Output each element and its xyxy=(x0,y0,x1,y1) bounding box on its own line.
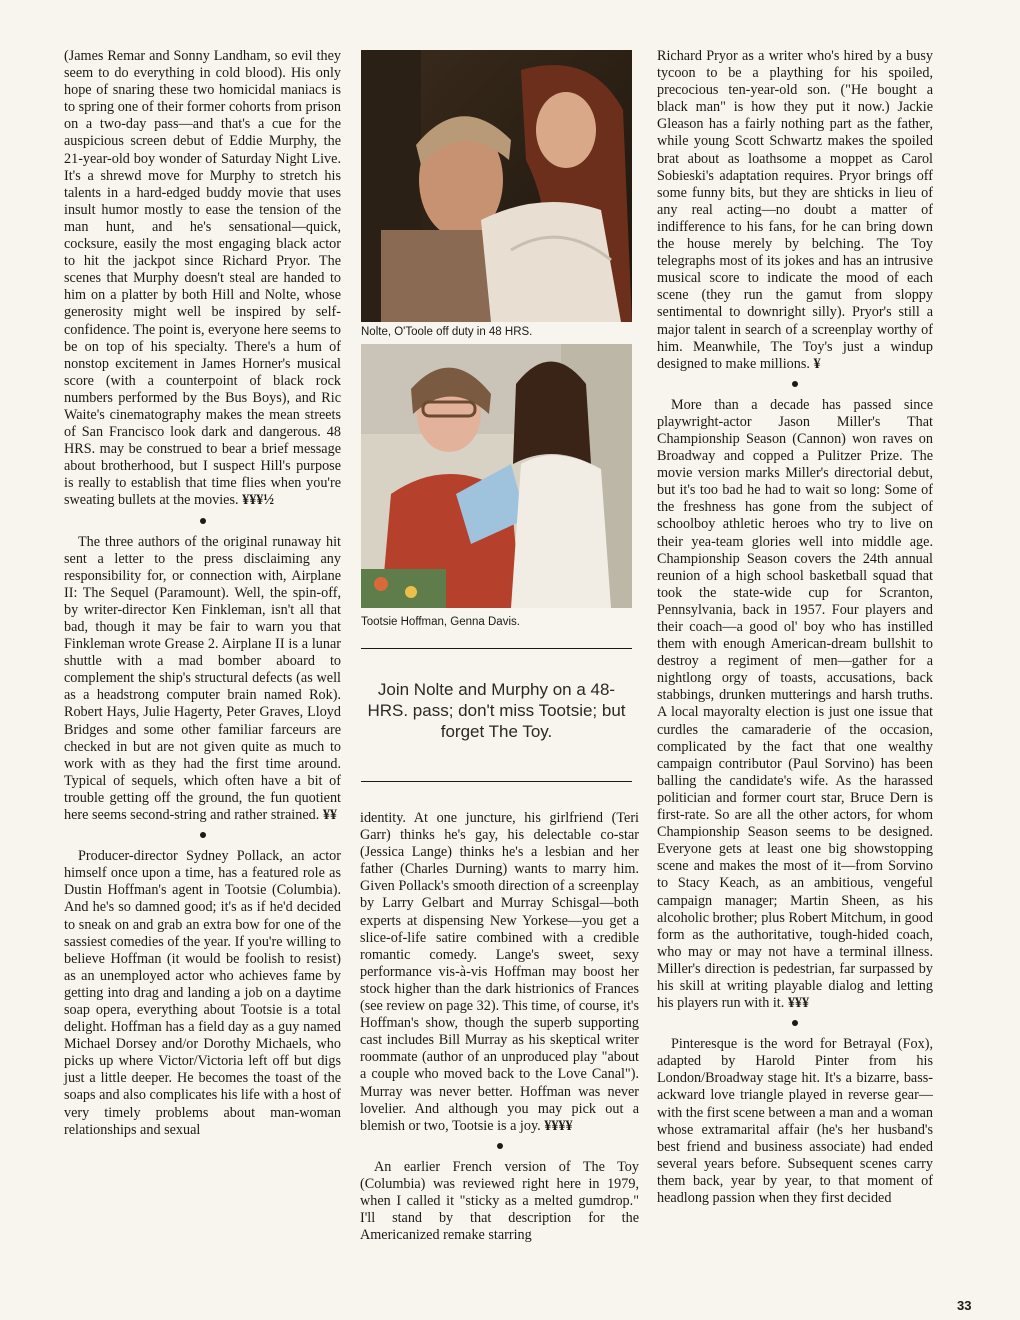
review-toy-continued: Richard Pryor as a writer who's hired by a busy tycoon to be a plaything for his spoiled, precocious ten-year-old son. ("He bought a black man" is how they put it now.) Jackie Gleason has a fairly nothing part as the father, while young Scott Schwartz makes the spoiled brat about as loathsome a moppet as Carol Sobieski's adaptation requires. Pryor brings off some funny bits, but they are shticks in lieu of any real acting—no doubt a matter of indifference to his fans, for he can bring down the house merely by belching. The Toy telegraphs most of its jokes and has an intrusive musical score to indicate the mood of each scene (they run the gamut from sloppy sentimental to downright silly). Pryor's still a major talent in search of a screenplay worthy of him. Meanwhile, The Toy's just a windup designed to make millions. xyxy=(657,48,933,372)
review-tootsie-continued: identity. At one juncture, his girlfriend (Teri Garr) thinks he's gay, his delectable co-star (Jessica Lange) thinks he's a lesbian and her father (Charles Durning) wants to marry him. Given Pollack's smooth direction of a screenplay by Larry Gelbart and Murray Schisgal—both experts at dispensing New Yorkese—you get a slice-of-life satire combined with a credible romantic comedy. Lange's sweet, sexy performance vis-à-vis Hoffman may boost her stock higher than the dark histrionics of Frances (see review on page 32). This time, of course, it's Hoffman's show, though the superb supporting cast includes Bill Murray as his skeptical writer roommate (author of an unproduced play "about a couple who moved back to the Love Canal"). Murray was never better. Hoffman was never lovelier. And although you may pick out a blemish or two, Tootsie is a joy. xyxy=(360,810,639,1134)
section-divider-dot xyxy=(792,381,798,387)
review-tootsie-text: Producer-director Sydney Pollack, an actor himself once upon a time, has a featured role as Dustin Hoffman's agent in Tootsie (Columbia). And he's so damned good; it's as if he'd decided to sneak on and grab an extra bow for one of the sassiest comedies of the year. If you're willing to believe Hoffman (it would be foolish to resist) as an unemployed actor who achieves fame by getting into drag and landing a job on a daytime soap opera, everything about Tootsie is a total delight. Hoffman has a field day as a guy named Michael Dorsey and/or Dorothy Michaels, who picks up where Victor/Victoria left off but digs just a little deeper. He becomes the toast of the soaps and also complicates his life with a host of very timely problems about man-woman relationships and sexual xyxy=(64,848,341,1138)
review-airplane2-text: The three authors of the original runaway hit sent a letter to the press disclaiming any responsibility for, or connection with, Airplane II: The Sequel (Paramount). Well, the spin-off, by writer-director Ken Finkleman, isn't all that bad, though it may be fair to warn you that Finkleman wrote Grease 2. Airplane II is a lunar shuttle with a mad bomber aboard to complement the ship's structural defects (as well as a headstrong computer brain named Rok). Robert Hays, Julie Hagerty, Peter Graves, Lloyd Bridges and some other familiar farceurs are checked in but are not given quite as much to work with as they had the first time around. Typical of sequels, which often have a bit of trouble getting off the ground, the fun quotient here seems second-string and rather strained. xyxy=(64,533,341,824)
article-column-1 xyxy=(64,48,341,1147)
photo-48hrs-image xyxy=(361,50,632,322)
rating-toy: ¥ xyxy=(813,355,821,372)
review-championship-text: More than a decade has passed since playwright-actor Jason Miller's That Championship Season (Cannon) won raves on Broadway and copped a Pulitzer Prize. The movie version marks Miller's directorial debut, but it's too bad he had to wait so long: Some of the freshness has gone from the subject of schoolboy athletic heroes who try to live on their yea-team glories well into middle age. Championship Season covers the 24th annual reunion of a high school basketball squad that took the state-wide cup for Scranton, Pennsylvania, back in 1957. Four players and their coach—a good ol' boy who has instilled them with enough American-dream bullshit to destroy a regiment of men—gather for a nightlong orgy of toasts, accusations, back stabbings, drunken mutterings and harsh truths. A local mayoralty election is just one issue that curdles the camaraderie of the occasion, complicated by the fact that one wealthy campaign contributor (Paul Sorvino) has been balling the candidate's wife. As the harassed politician and former court star, Bruce Dern is first-rate. So are all the other actors, for whom Championship Season seems to be designed. Everyone gets at least one big showstopping scene and makes the most of it—from Sorvino to Stacy Keach, as an ambitious, vengeful campaign manager; Martin Sheen, as his alcoholic brother; plus Robert Mitchum, in good form as the authoritative, tough-hided coach, who may or may not have a terminal illness. Miller's direction is pedestrian, far surpassed by his skill at writing playable dialog and letting his players run with it. xyxy=(657,396,933,1012)
rating-championship: ¥¥¥ xyxy=(787,995,810,1012)
section-divider-dot xyxy=(497,1143,503,1149)
photo-tootsie-still xyxy=(361,344,632,608)
rating-48hrs: ¥¥¥½ xyxy=(242,492,275,509)
review-betrayal-text: Pinteresque is the word for Betrayal (Fox), adapted by Harold Pinter from his London/Broadway stage hit. It's a bizarre, bass-ackward love triangle played in reverse gear—with the first scene between a man and a woman whose extramarital affair (he's her husband's best friend and business associate) had ended several years before. Subsequent scenes carry them back, year by year, to that moment of headlong passion when they first decided xyxy=(657,1036,933,1206)
section-divider-dot xyxy=(200,832,206,838)
section-divider-dot xyxy=(792,1020,798,1026)
pull-quote xyxy=(361,648,632,782)
review-48hrs-text: (James Remar and Sonny Landham, so evil they seem to do everything in cold blood). His only hope of snaring these two homicidal maniacs is to spring one of their former cohorts from prison on a two-day pass—and that's a cue for the auspicious screen debut of Eddie Murphy, the 21-year-old boy wonder of Saturday Night Live. It's a shrewd move for Murphy to stretch his talents in a hard-edged buddy movie that uses insult humor mostly to ease the tension of the man hunt, and he's sensational—quick, cocksure, easily the most engaging black actor to hit the jackpot since Richard Pryor. The scenes that Murphy doesn't steal are handed to him on a platter by both Hill and Nolte, whose generosity might well be inspired by self-confidence. The point is, everyone here seems to be on top of his specialty. There's a hum of nonstop excitement in James Horner's musical score (with a counterpoint of black rock numbers performed by the Bus Boys), and Ric Waite's cinematography makes the mean streets of San Francisco look dark and dangerous. 48 HRS. may be construed to bear a brief message about brotherhood, but I suspect Hill's purpose is really to establish that time flies when you're sweating bullets at the movies. xyxy=(64,48,341,509)
photo-48hrs-still xyxy=(361,50,632,322)
photo-tootsie-image xyxy=(361,344,632,608)
rating-tootsie: ¥¥¥¥ xyxy=(544,1117,573,1134)
photo-caption-48hrs: Nolte, O'Toole off duty in 48 HRS. xyxy=(361,326,533,338)
photo-caption-tootsie: Tootsie Hoffman, Genna Davis. xyxy=(361,616,520,628)
section-divider-dot xyxy=(200,518,206,524)
article-column-2 xyxy=(360,810,639,1252)
rating-airplane2: ¥¥ xyxy=(322,807,338,824)
review-toy-text: An earlier French version of The Toy (Columbia) was reviewed right here in 1979, when I called it "sticky as a melted gumdrop." I'll stand by that description for the Americanized remake starring xyxy=(360,1158,639,1244)
article-column-3 xyxy=(657,48,933,1215)
page-number: 33 xyxy=(957,1298,972,1313)
pull-quote-text: Join Nolte and Murphy on a 48-HRS. pass; don't miss Tootsie; but forget The Toy. xyxy=(367,680,626,741)
